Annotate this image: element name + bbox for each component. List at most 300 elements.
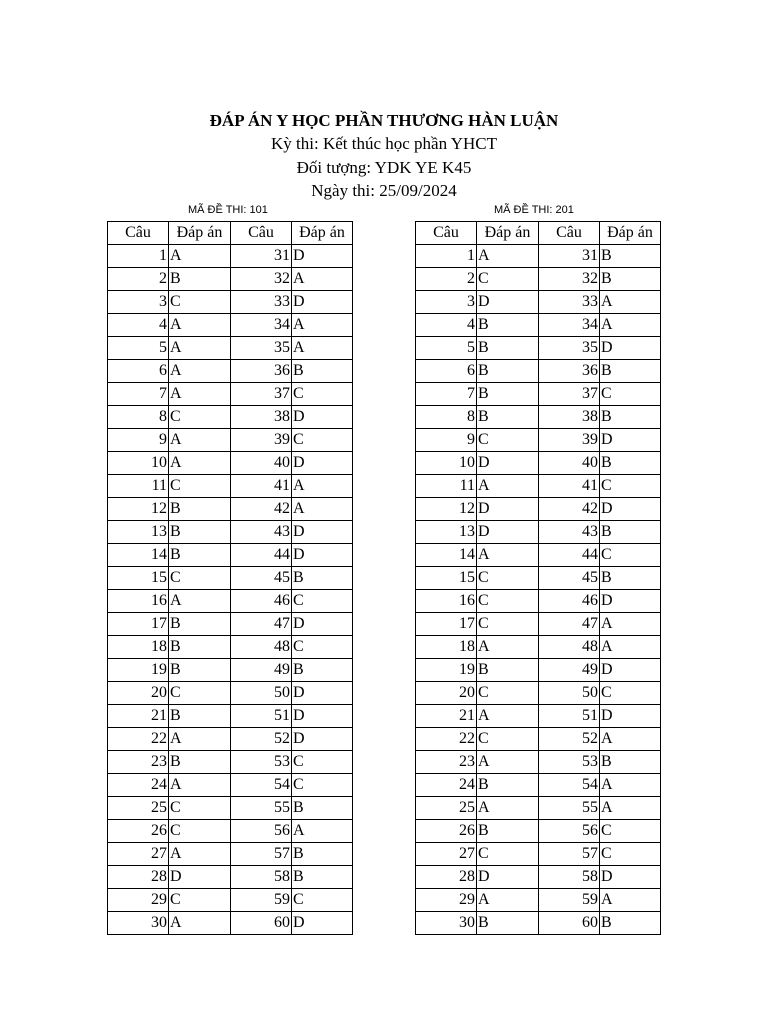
answer-table-201 xyxy=(415,221,661,935)
header-question: Câu xyxy=(416,222,477,245)
table-row xyxy=(416,383,661,406)
question-number-cell: 12 xyxy=(416,498,477,521)
answer-cell: B xyxy=(292,567,353,590)
answer-cell: C xyxy=(600,544,661,567)
question-number-cell: 44 xyxy=(539,544,600,567)
table-row xyxy=(108,337,353,360)
question-number-cell: 51 xyxy=(539,705,600,728)
question-number-cell: 51 xyxy=(231,705,292,728)
question-number-cell: 30 xyxy=(108,912,169,935)
answer-cell: B xyxy=(292,659,353,682)
question-number-cell: 39 xyxy=(539,429,600,452)
answer-cell: B xyxy=(477,820,539,843)
answer-cell: D xyxy=(477,291,539,314)
answer-cell: C xyxy=(292,636,353,659)
question-number-cell: 13 xyxy=(108,521,169,544)
answer-cell: D xyxy=(477,452,539,475)
question-number-cell: 48 xyxy=(539,636,600,659)
question-number-cell: 29 xyxy=(108,889,169,912)
question-number-cell: 28 xyxy=(416,866,477,889)
table-row xyxy=(108,728,353,751)
answer-cell: A xyxy=(169,774,231,797)
table-row xyxy=(108,429,353,452)
table-row xyxy=(416,659,661,682)
question-number-cell: 54 xyxy=(231,774,292,797)
answer-cell: C xyxy=(477,429,539,452)
answer-cell: B xyxy=(477,337,539,360)
answer-cell: A xyxy=(169,590,231,613)
answer-cell: C xyxy=(477,682,539,705)
answer-cell: A xyxy=(477,475,539,498)
question-number-cell: 19 xyxy=(416,659,477,682)
answer-cell: D xyxy=(600,337,661,360)
answer-cell: A xyxy=(292,498,353,521)
table-row xyxy=(416,337,661,360)
table-row xyxy=(416,268,661,291)
answer-cell: A xyxy=(169,245,231,268)
question-number-cell: 22 xyxy=(108,728,169,751)
table-row xyxy=(108,360,353,383)
answer-cell: B xyxy=(600,452,661,475)
answer-cell: B xyxy=(169,544,231,567)
answer-cell: C xyxy=(292,889,353,912)
table-row xyxy=(416,912,661,935)
question-number-cell: 3 xyxy=(416,291,477,314)
question-number-cell: 35 xyxy=(231,337,292,360)
table-row xyxy=(108,774,353,797)
answer-cell: B xyxy=(169,751,231,774)
answer-cell: C xyxy=(600,843,661,866)
table-row xyxy=(416,682,661,705)
question-number-cell: 27 xyxy=(108,843,169,866)
answer-cell: B xyxy=(600,406,661,429)
answer-cell: A xyxy=(477,705,539,728)
question-number-cell: 3 xyxy=(108,291,169,314)
header-answer: Đáp án xyxy=(169,222,231,245)
target-line: Đối tượng: YDK YE K45 xyxy=(296,158,472,177)
answer-cell: C xyxy=(292,751,353,774)
table-row xyxy=(108,268,353,291)
table-row xyxy=(416,360,661,383)
question-number-cell: 46 xyxy=(231,590,292,613)
table-row xyxy=(108,912,353,935)
answer-cell: A xyxy=(600,728,661,751)
question-number-cell: 55 xyxy=(231,797,292,820)
question-number-cell: 34 xyxy=(539,314,600,337)
answer-cell: C xyxy=(600,820,661,843)
answer-cell: C xyxy=(477,590,539,613)
question-number-cell: 52 xyxy=(231,728,292,751)
table-row xyxy=(416,498,661,521)
table-row xyxy=(416,452,661,475)
answer-cell: C xyxy=(169,797,231,820)
table-row xyxy=(108,475,353,498)
table-row xyxy=(416,314,661,337)
question-number-cell: 54 xyxy=(539,774,600,797)
answer-cell: A xyxy=(292,314,353,337)
question-number-cell: 36 xyxy=(539,360,600,383)
question-number-cell: 35 xyxy=(539,337,600,360)
question-number-cell: 18 xyxy=(416,636,477,659)
table-row xyxy=(108,751,353,774)
question-number-cell: 42 xyxy=(539,498,600,521)
table-row xyxy=(416,636,661,659)
question-number-cell: 50 xyxy=(539,682,600,705)
table-row xyxy=(416,567,661,590)
question-number-cell: 15 xyxy=(108,567,169,590)
question-number-cell: 11 xyxy=(108,475,169,498)
table-row xyxy=(108,498,353,521)
table-row xyxy=(416,797,661,820)
document-title: ĐÁP ÁN Y HỌC PHẦN THƯƠNG HÀN LUẬN xyxy=(209,111,559,130)
answer-cell: A xyxy=(169,360,231,383)
answer-cell: B xyxy=(169,613,231,636)
table-row xyxy=(108,866,353,889)
question-number-cell: 40 xyxy=(539,452,600,475)
question-number-cell: 49 xyxy=(539,659,600,682)
table-row xyxy=(108,613,353,636)
question-number-cell: 13 xyxy=(416,521,477,544)
answer-cell: B xyxy=(477,774,539,797)
answer-cell: A xyxy=(600,797,661,820)
question-number-cell: 32 xyxy=(231,268,292,291)
answer-cell: D xyxy=(292,452,353,475)
table-row xyxy=(108,590,353,613)
answer-cell: C xyxy=(169,682,231,705)
answer-cell: C xyxy=(169,889,231,912)
question-number-cell: 5 xyxy=(108,337,169,360)
table-row xyxy=(416,843,661,866)
answer-cell: D xyxy=(292,544,353,567)
question-number-cell: 59 xyxy=(231,889,292,912)
question-number-cell: 37 xyxy=(539,383,600,406)
question-number-cell: 40 xyxy=(231,452,292,475)
answer-cell: A xyxy=(292,337,353,360)
question-number-cell: 45 xyxy=(539,567,600,590)
question-number-cell: 2 xyxy=(416,268,477,291)
question-number-cell: 31 xyxy=(539,245,600,268)
question-number-cell: 5 xyxy=(416,337,477,360)
table-row xyxy=(108,820,353,843)
question-number-cell: 24 xyxy=(108,774,169,797)
table-row xyxy=(416,820,661,843)
question-number-cell: 14 xyxy=(416,544,477,567)
answer-cell: B xyxy=(292,360,353,383)
answer-cell: C xyxy=(477,268,539,291)
answer-cell: D xyxy=(292,521,353,544)
answer-cell: A xyxy=(477,797,539,820)
answer-cell: A xyxy=(477,636,539,659)
question-number-cell: 46 xyxy=(539,590,600,613)
question-number-cell: 27 xyxy=(416,843,477,866)
question-number-cell: 8 xyxy=(108,406,169,429)
answer-cell: B xyxy=(292,797,353,820)
question-number-cell: 17 xyxy=(416,613,477,636)
question-number-cell: 14 xyxy=(108,544,169,567)
table-row xyxy=(108,797,353,820)
question-number-cell: 1 xyxy=(416,245,477,268)
question-number-cell: 34 xyxy=(231,314,292,337)
answer-cell: A xyxy=(169,429,231,452)
question-number-cell: 55 xyxy=(539,797,600,820)
question-number-cell: 18 xyxy=(108,636,169,659)
header-question: Câu xyxy=(539,222,600,245)
question-number-cell: 16 xyxy=(108,590,169,613)
answer-cell: D xyxy=(600,590,661,613)
answer-cell: C xyxy=(477,843,539,866)
answer-cell: C xyxy=(600,475,661,498)
table-row xyxy=(416,544,661,567)
question-number-cell: 47 xyxy=(231,613,292,636)
question-number-cell: 25 xyxy=(416,797,477,820)
exam-code-label-201: MÃ ĐỀ THI: 201 xyxy=(494,204,574,216)
question-number-cell: 15 xyxy=(416,567,477,590)
answer-cell: A xyxy=(600,636,661,659)
header-answer: Đáp án xyxy=(600,222,661,245)
question-number-cell: 31 xyxy=(231,245,292,268)
question-number-cell: 33 xyxy=(539,291,600,314)
question-number-cell: 49 xyxy=(231,659,292,682)
question-number-cell: 52 xyxy=(539,728,600,751)
answer-cell: A xyxy=(292,820,353,843)
answer-cell: A xyxy=(169,383,231,406)
table-row xyxy=(108,406,353,429)
question-number-cell: 9 xyxy=(416,429,477,452)
question-number-cell: 33 xyxy=(231,291,292,314)
question-number-cell: 59 xyxy=(539,889,600,912)
answer-cell: D xyxy=(600,429,661,452)
answer-cell: B xyxy=(477,659,539,682)
question-number-cell: 50 xyxy=(231,682,292,705)
question-number-cell: 30 xyxy=(416,912,477,935)
answer-cell: B xyxy=(477,383,539,406)
question-number-cell: 23 xyxy=(108,751,169,774)
question-number-cell: 37 xyxy=(231,383,292,406)
question-number-cell: 16 xyxy=(416,590,477,613)
question-number-cell: 19 xyxy=(108,659,169,682)
exam-line: Kỳ thi: Kết thúc học phần YHCT xyxy=(271,134,497,153)
answer-cell: D xyxy=(477,498,539,521)
table-row xyxy=(416,705,661,728)
answer-cell: D xyxy=(600,866,661,889)
answer-cell: C xyxy=(169,820,231,843)
question-number-cell: 48 xyxy=(231,636,292,659)
table-row xyxy=(108,889,353,912)
answer-cell: D xyxy=(292,912,353,935)
answer-cell: A xyxy=(477,751,539,774)
question-number-cell: 47 xyxy=(539,613,600,636)
answer-cell: B xyxy=(477,360,539,383)
question-number-cell: 20 xyxy=(416,682,477,705)
answer-cell: A xyxy=(169,337,231,360)
question-number-cell: 24 xyxy=(416,774,477,797)
answer-table-101 xyxy=(107,221,353,935)
answer-cell: B xyxy=(292,866,353,889)
answer-cell: B xyxy=(169,268,231,291)
table-row xyxy=(416,728,661,751)
table-row xyxy=(416,475,661,498)
answer-cell: C xyxy=(169,291,231,314)
table-row xyxy=(416,613,661,636)
question-number-cell: 21 xyxy=(108,705,169,728)
answer-cell: A xyxy=(600,291,661,314)
answer-cell: C xyxy=(169,475,231,498)
answer-cell: B xyxy=(600,245,661,268)
answer-cell: C xyxy=(477,728,539,751)
question-number-cell: 39 xyxy=(231,429,292,452)
answer-cell: C xyxy=(292,383,353,406)
answer-cell: A xyxy=(292,475,353,498)
answer-cell: D xyxy=(600,659,661,682)
answer-cell: C xyxy=(600,682,661,705)
table-row xyxy=(416,291,661,314)
answer-cell: B xyxy=(477,314,539,337)
answer-cell: B xyxy=(600,268,661,291)
answer-cell: B xyxy=(169,705,231,728)
question-number-cell: 23 xyxy=(416,751,477,774)
question-number-cell: 2 xyxy=(108,268,169,291)
question-number-cell: 36 xyxy=(231,360,292,383)
answer-cell: A xyxy=(169,843,231,866)
table-row xyxy=(108,521,353,544)
table-row xyxy=(108,245,353,268)
answer-cell: D xyxy=(292,705,353,728)
answer-cell: D xyxy=(292,245,353,268)
table-row xyxy=(108,383,353,406)
question-number-cell: 4 xyxy=(108,314,169,337)
question-number-cell: 43 xyxy=(539,521,600,544)
question-number-cell: 9 xyxy=(108,429,169,452)
question-number-cell: 56 xyxy=(231,820,292,843)
answer-cell: B xyxy=(169,636,231,659)
table-row xyxy=(416,774,661,797)
table-row xyxy=(108,567,353,590)
answer-cell: C xyxy=(292,774,353,797)
answer-cell: B xyxy=(600,751,661,774)
answer-cell: A xyxy=(600,314,661,337)
question-number-cell: 32 xyxy=(539,268,600,291)
header-question: Câu xyxy=(108,222,169,245)
answer-cell: A xyxy=(169,728,231,751)
question-number-cell: 60 xyxy=(539,912,600,935)
question-number-cell: 53 xyxy=(231,751,292,774)
table-row xyxy=(108,843,353,866)
question-number-cell: 10 xyxy=(416,452,477,475)
question-number-cell: 7 xyxy=(416,383,477,406)
answer-cell: D xyxy=(477,866,539,889)
answer-cell: B xyxy=(600,567,661,590)
header-question: Câu xyxy=(231,222,292,245)
question-number-cell: 60 xyxy=(231,912,292,935)
answer-cell: A xyxy=(477,889,539,912)
answer-cell: A xyxy=(477,544,539,567)
answer-cell: D xyxy=(477,521,539,544)
question-number-cell: 17 xyxy=(108,613,169,636)
answer-cell: B xyxy=(477,912,539,935)
question-number-cell: 44 xyxy=(231,544,292,567)
table-row xyxy=(416,866,661,889)
question-number-cell: 7 xyxy=(108,383,169,406)
question-number-cell: 26 xyxy=(416,820,477,843)
table-row xyxy=(108,636,353,659)
answer-cell: D xyxy=(292,406,353,429)
table-row xyxy=(108,291,353,314)
answer-cell: B xyxy=(169,498,231,521)
question-number-cell: 22 xyxy=(416,728,477,751)
table-row xyxy=(108,544,353,567)
header-answer: Đáp án xyxy=(292,222,353,245)
table-row xyxy=(108,705,353,728)
question-number-cell: 58 xyxy=(231,866,292,889)
answer-cell: D xyxy=(600,498,661,521)
answer-cell: B xyxy=(169,521,231,544)
answer-cell: C xyxy=(477,613,539,636)
question-number-cell: 8 xyxy=(416,406,477,429)
answer-cell: D xyxy=(292,291,353,314)
answer-cell: B xyxy=(169,659,231,682)
question-number-cell: 41 xyxy=(539,475,600,498)
answer-cell: A xyxy=(169,452,231,475)
table-row xyxy=(416,245,661,268)
table-row xyxy=(416,889,661,912)
question-number-cell: 25 xyxy=(108,797,169,820)
question-number-cell: 28 xyxy=(108,866,169,889)
table-row xyxy=(416,521,661,544)
question-number-cell: 6 xyxy=(108,360,169,383)
table-row xyxy=(416,590,661,613)
question-number-cell: 38 xyxy=(231,406,292,429)
answer-cell: A xyxy=(169,912,231,935)
question-number-cell: 4 xyxy=(416,314,477,337)
table-row xyxy=(416,751,661,774)
question-number-cell: 1 xyxy=(108,245,169,268)
answer-cell: D xyxy=(292,613,353,636)
question-number-cell: 21 xyxy=(416,705,477,728)
answer-cell: A xyxy=(292,268,353,291)
answer-cell: C xyxy=(600,383,661,406)
question-number-cell: 6 xyxy=(416,360,477,383)
answer-cell: C xyxy=(292,429,353,452)
answer-cell: B xyxy=(600,360,661,383)
table-row xyxy=(416,429,661,452)
question-number-cell: 42 xyxy=(231,498,292,521)
answer-cell: A xyxy=(600,613,661,636)
question-number-cell: 57 xyxy=(231,843,292,866)
header-answer: Đáp án xyxy=(477,222,539,245)
answer-cell: C xyxy=(477,567,539,590)
question-number-cell: 20 xyxy=(108,682,169,705)
question-number-cell: 12 xyxy=(108,498,169,521)
question-number-cell: 57 xyxy=(539,843,600,866)
table-header-row xyxy=(416,222,661,245)
question-number-cell: 41 xyxy=(231,475,292,498)
table-header-row xyxy=(108,222,353,245)
answer-cell: C xyxy=(292,590,353,613)
answer-cell: A xyxy=(600,774,661,797)
question-number-cell: 43 xyxy=(231,521,292,544)
answer-cell: D xyxy=(600,705,661,728)
answer-cell: A xyxy=(477,245,539,268)
table-row xyxy=(108,314,353,337)
answer-cell: C xyxy=(169,406,231,429)
question-number-cell: 38 xyxy=(539,406,600,429)
table-row xyxy=(108,659,353,682)
answer-cell: D xyxy=(169,866,231,889)
table-row xyxy=(416,406,661,429)
question-number-cell: 29 xyxy=(416,889,477,912)
question-number-cell: 53 xyxy=(539,751,600,774)
question-number-cell: 56 xyxy=(539,820,600,843)
